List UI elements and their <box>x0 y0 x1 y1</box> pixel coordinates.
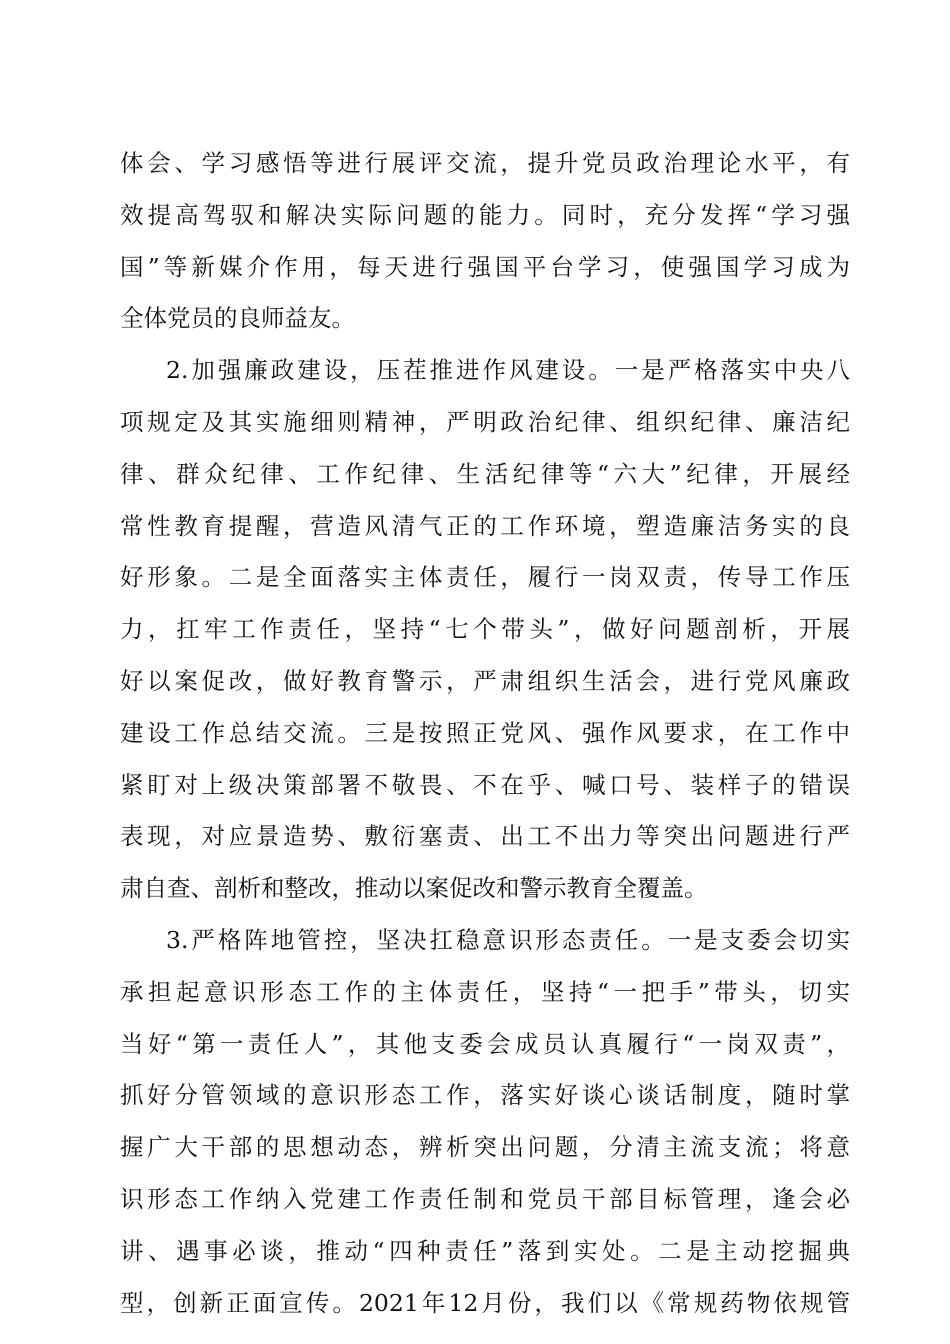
text-line: 力，扛牢工作责任，坚持“七个带头”，做好问题剖析，开展 <box>120 615 850 644</box>
text-line: 全体党员的良师益友。 <box>120 304 355 333</box>
text-line: 表现，对应景造势、敷衍塞责、出工不出力等突出问题进行严 <box>120 822 850 851</box>
text-line: 型，创新正面宣传。2021年12月份，我们以《常规药物依规管 <box>120 1288 850 1317</box>
body-text <box>120 138 850 1329</box>
text-line: 抓好分管领域的意识形态工作，落实好谈心谈话制度，随时掌 <box>120 1081 850 1110</box>
text-line: 体会、学习感悟等进行展评交流，提升党员政治理论水平，有 <box>120 149 850 177</box>
text-line: 效提高驾驭和解决实际问题的能力。同时，充分发挥“学习强 <box>120 200 850 229</box>
text-line: 律、群众纪律、工作纪律、生活纪律等“六大”纪律，开展经 <box>120 459 850 488</box>
text-line: 紧盯对上级决策部署不敬畏、不在乎、喊口号、装样子的错误 <box>120 770 850 799</box>
paragraph-2-first-line: 2.加强廉政建设，压茬推进作风建设。一是严格落实中央八 <box>166 356 850 385</box>
text-line: 建设工作总结交流。三是按照正党风、强作风要求，在工作中 <box>120 718 850 747</box>
paragraph-3-first-line: 3.严格阵地管控，坚决扛稳意识形态责任。一是支委会切实 <box>166 925 850 954</box>
text-line: 国”等新媒介作用，每天进行强国平台学习，使强国学习成为 <box>120 252 850 281</box>
text-line: 好以案促改，做好教育警示，严肃组织生活会，进行党风廉政 <box>120 666 850 695</box>
text-line: 讲、遇事必谈，推动“四种责任”落到实处。二是主动挖掘典 <box>120 1236 850 1265</box>
text-line: 识形态工作纳入党建工作责任制和党员干部目标管理，逢会必 <box>120 1184 850 1213</box>
text-line: 好形象。二是全面落实主体责任，履行一岗双责，传导工作压 <box>120 563 850 592</box>
text-line: 常性教育提醒，营造风清气正的工作环境，塑造廉洁务实的良 <box>120 511 850 540</box>
text-line: 肃自查、剖析和整改，推动以案促改和警示教育全覆盖。 <box>120 874 708 903</box>
text-line: 当好“第一责任人”，其他支委会成员认真履行“一岗双责”， <box>120 1029 850 1058</box>
text-line: 承担起意识形态工作的主体责任，坚持“一把手”带头，切实 <box>120 977 850 1006</box>
text-line: 项规定及其实施细则精神，严明政治纪律、组织纪律、廉洁纪 <box>120 407 850 436</box>
text-line: 握广大干部的思想动态，辨析突出问题，分清主流支流；将意 <box>120 1133 850 1162</box>
